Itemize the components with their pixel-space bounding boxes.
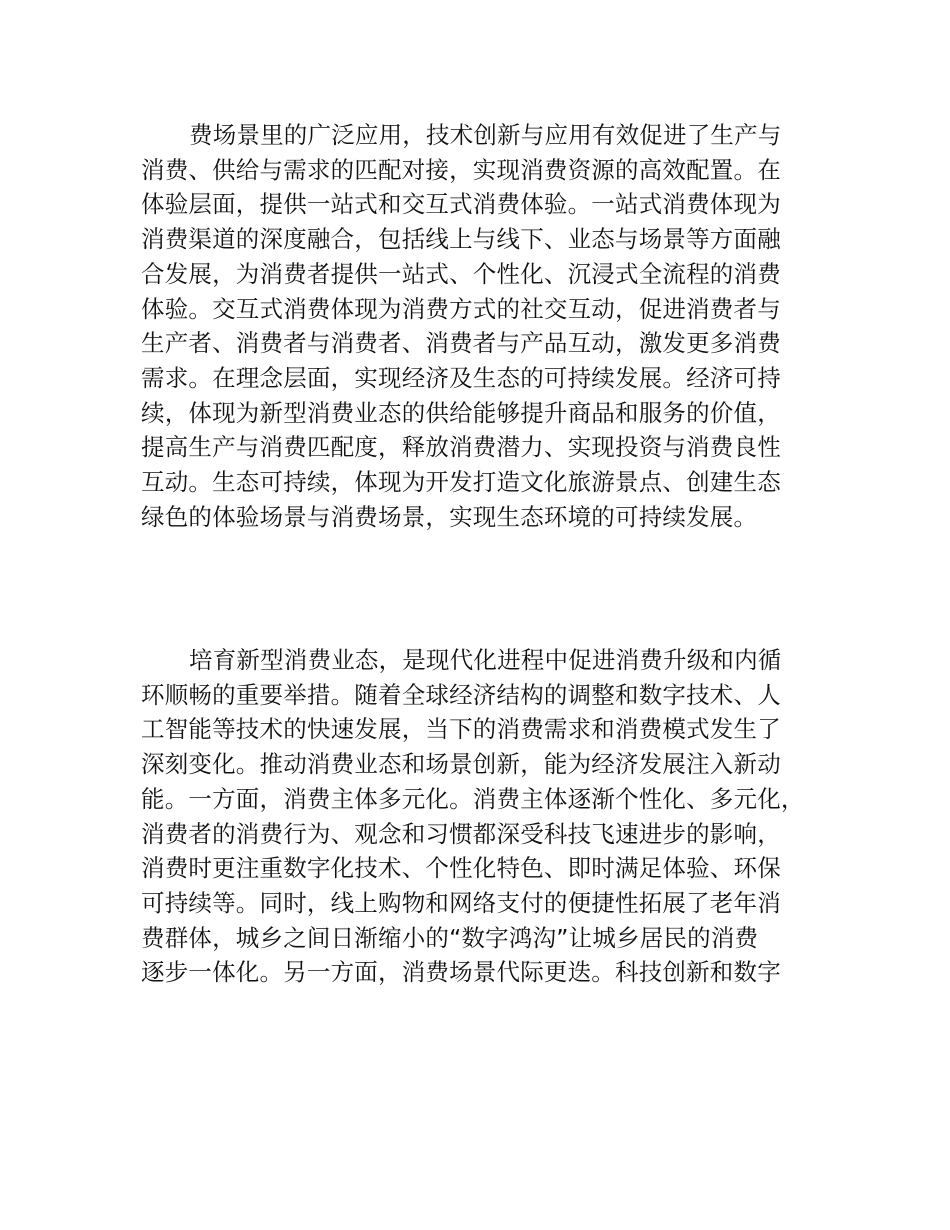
paragraph-2-line-6: 消费者的消费行为、观念和习惯都深受科技飞速进步的影响， [141, 819, 781, 848]
paragraph-1-line-12: 绿色的体验场景与消费场景，实现生态环境的可持续发展。 [141, 502, 758, 531]
paragraph-1-line-7: 生产者、消费者与消费者、消费者与产品互动，激发更多消费 [141, 329, 781, 358]
paragraph-2-line-4: 深刻变化。推动消费业态和场景创新，能为经济发展注入新动 [141, 750, 781, 779]
paragraph-1-line-11: 互动。生态可持续，体现为开发打造文化旅游景点、创建生态 [141, 468, 781, 496]
paragraph-1-line-8: 需求。在理念层面，实现经济及生态的可持续发展。经济可持 [141, 363, 781, 392]
paragraph-1-line-9: 续，体现为新型消费业态的供给能够提升商品和服务的价值， [141, 398, 781, 427]
paragraph-2-line-10: 逐步一体化。另一方面，消费场景代际更迭。科技创新和数字 [141, 958, 781, 987]
paragraph-1-line-3: 体验层面，提供一站式和交互式消费体验。一站式消费体现为 [141, 190, 781, 219]
paragraph-2-line-3: 工智能等技术的快速发展，当下的消费需求和消费模式发生了 [141, 715, 781, 744]
paragraph-1-line-1: 费场景里的广泛应用，技术创新与应用有效促进了生产与 [189, 121, 782, 149]
paragraph-2-line-9: 费群体，城乡之间日渐缩小的“数字鸿沟”让城乡居民的消费 [141, 923, 759, 952]
paragraph-1-line-10: 提高生产与消费匹配度，释放消费潜力、实现投资与消费良性 [141, 433, 781, 462]
paragraph-2-line-1: 培育新型消费业态，是现代化进程中促进消费升级和内循 [189, 646, 782, 674]
paragraph-2-line-5: 能。一方面，消费主体多元化。消费主体逐渐个性化、多元化， [141, 784, 805, 813]
paragraph-1-line-2: 消费、供给与需求的匹配对接，实现消费资源的高效配置。在 [141, 155, 781, 184]
paragraph-1-line-5: 合发展，为消费者提供一站式、个性化、沉浸式全流程的消费 [141, 259, 781, 288]
paragraph-1-line-4: 消费渠道的深度融合，包括线上与线下、业态与场景等方面融 [141, 225, 781, 254]
paragraph-2-line-7: 消费时更注重数字化技术、个性化特色、即时满足体验、环保 [141, 854, 781, 883]
paragraph-2-line-2: 环顺畅的重要举措。随着全球经济结构的调整和数字技术、人 [141, 680, 781, 709]
paragraph-2-line-8: 可持续等。同时，线上购物和网络支付的便捷性拓展了老年消 [141, 888, 781, 917]
paragraph-1-line-6: 体验。交互式消费体现为消费方式的社交互动，促进消费者与 [141, 294, 781, 323]
